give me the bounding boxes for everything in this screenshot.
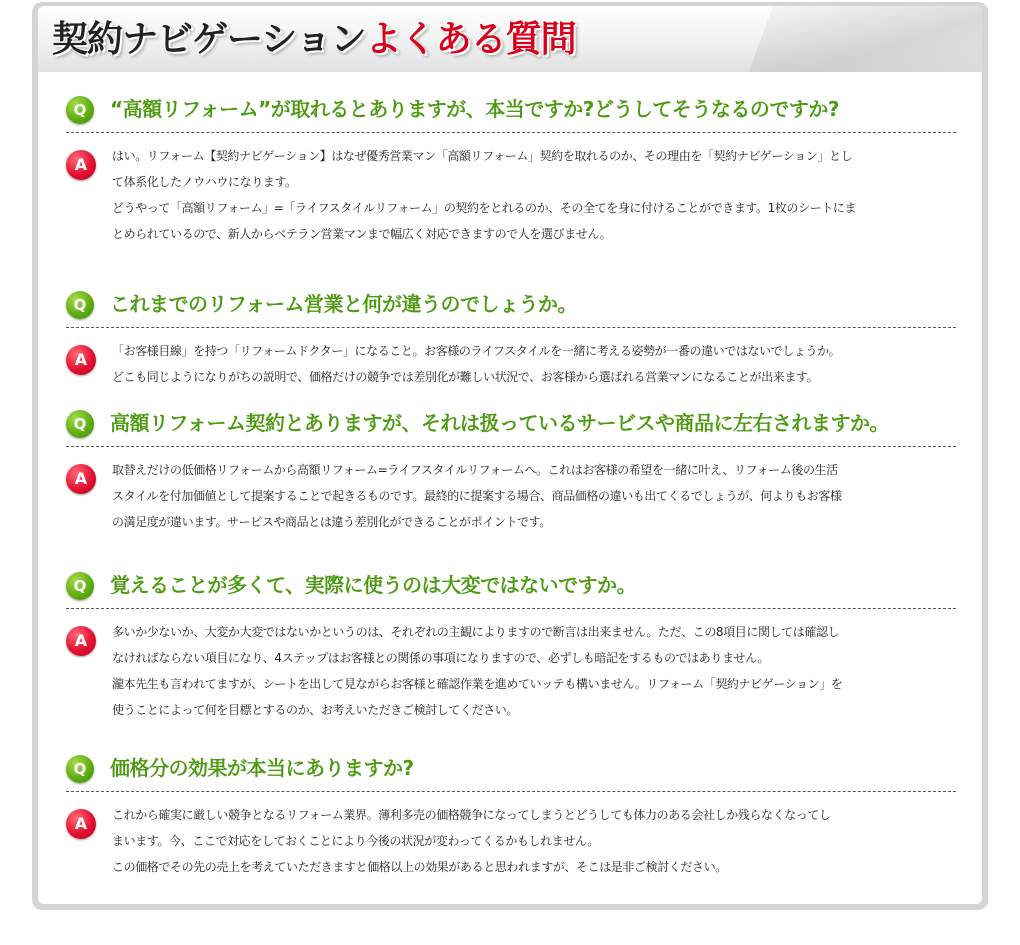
question-badge-icon: Q [66,572,94,600]
question-text: 覚えることが多くて、実際に使うのは大変ではないですか。 [110,573,637,597]
question-badge-icon: Q [66,96,94,124]
faq-item [66,92,956,247]
question-text: 高額リフォーム契約とありますが、それは扱っているサービスや商品に左右されますか。 [110,411,889,435]
answer-line: まいます。今、ここで対応をしておくことにより今後の状況が変わってくるかもしれません。 [112,834,599,848]
answer-row [66,133,956,247]
faq-item [66,287,956,390]
answer-badge-icon: A [66,809,96,839]
answer-badge-icon: A [66,626,96,656]
answer-row [66,328,956,390]
faq-header [38,6,982,72]
faq-item [66,406,956,535]
answer-line: どうやって「高額リフォーム」=「ライフスタイルリフォーム」の契約をとれるのか、その全てを身に付けることができます。1枚のシートにま [112,201,857,215]
question-row [66,406,956,447]
answer-text [112,802,955,880]
answer-line: スタイルを付加価値として提案することで起きるものです。最終的に提案する場合、商品価格の違いも出てくるでしょうが、何よりもお客様 [112,489,842,503]
page-title [52,18,576,62]
answer-line: 多いか少ないか、大変か大変ではないかというのは、それぞれの主観によりますので断言は出来ません。ただ、この8項目に関しては確認し [112,625,840,639]
page-title-main: 契約ナビゲーション [52,19,366,60]
answer-row [66,447,956,535]
question-row [66,92,956,133]
answer-line: この価格でその先の売上を考えていただきますと価格以上の効果があると思われますが、そこは是非ご検討ください。 [112,860,727,874]
question-row [66,568,956,609]
answer-line: 取替えだけの低価格リフォームから高額リフォーム=ライフスタイルリフォームへ。これはお客様の希望を一緒に叶え、リフォーム後の生活 [112,463,838,477]
answer-line: なければならない項目になり、4ステップはお客様との関係の事項になりますので、必ずしも暗記をするものではありません。 [112,651,770,665]
question-row [66,287,956,328]
question-text: 価格分の効果が本当にありますか? [110,756,414,780]
question-text: これまでのリフォーム営業と何が違うのでしょうか。 [110,292,577,316]
answer-text [112,143,955,247]
answer-line: どこも同じようになりがちの説明で、価格だけの競争では差別化が難しい状況で、お客様から選ばれる営業マンになることが出来ます。 [112,370,819,384]
answer-row [66,792,956,880]
faq-panel [32,2,988,910]
answer-text [112,457,955,535]
question-badge-icon: Q [66,291,94,319]
question-badge-icon: Q [66,410,94,438]
answer-badge-icon: A [66,464,96,494]
answer-row [66,609,956,723]
question-row [66,751,956,792]
answer-text [112,619,955,723]
question-text: “高額リフォーム”が取れるとありますが、本当ですか?どうしてそうなるのですか? [110,97,839,121]
answer-line: の満足度が違います。サービスや商品とは違う差別化ができることがポイントです。 [112,515,551,529]
answer-text [112,338,955,390]
answer-line: これから確実に厳しい競争となるリフォーム業界。薄利多売の価格競争になってしまうとどうしても体力のある会社しか残らなくなってし [112,808,831,822]
faq-panel-inner [38,6,982,904]
answer-badge-icon: A [66,150,96,180]
answer-line: はい。リフォーム【契約ナビゲーション】はなぜ優秀営業マン「高額リフォーム」契約を取れるのか、その理由を「契約ナビゲーション」とし [112,149,853,163]
answer-line: 「お客様目線」を持つ「リフォームドクター」になること。お客様のライフスタイルを一緒に考える姿勢が一番の違いではないでしょうか。 [112,344,841,358]
answer-line: て体系化したノウハウになります。 [112,175,297,189]
faq-item [66,568,956,723]
page-title-highlight: よくある質問 [365,19,576,60]
header-shine-decoration [740,6,982,72]
answer-badge-icon: A [66,345,96,375]
answer-line: 瀧本先生も言われてますが、シートを出して見ながらお客様と確認作業を進めていッテも構いません。リフォーム「契約ナビゲーション」を [112,677,843,691]
answer-line: 使うことによって何を目標とするのか、お考えいただきご検討してください。 [112,703,519,717]
question-badge-icon: Q [66,755,94,783]
faq-item [66,751,956,880]
answer-line: とめられているので、新人からベテラン営業マンまで幅広く対応できますので人を選びません。 [112,227,612,241]
